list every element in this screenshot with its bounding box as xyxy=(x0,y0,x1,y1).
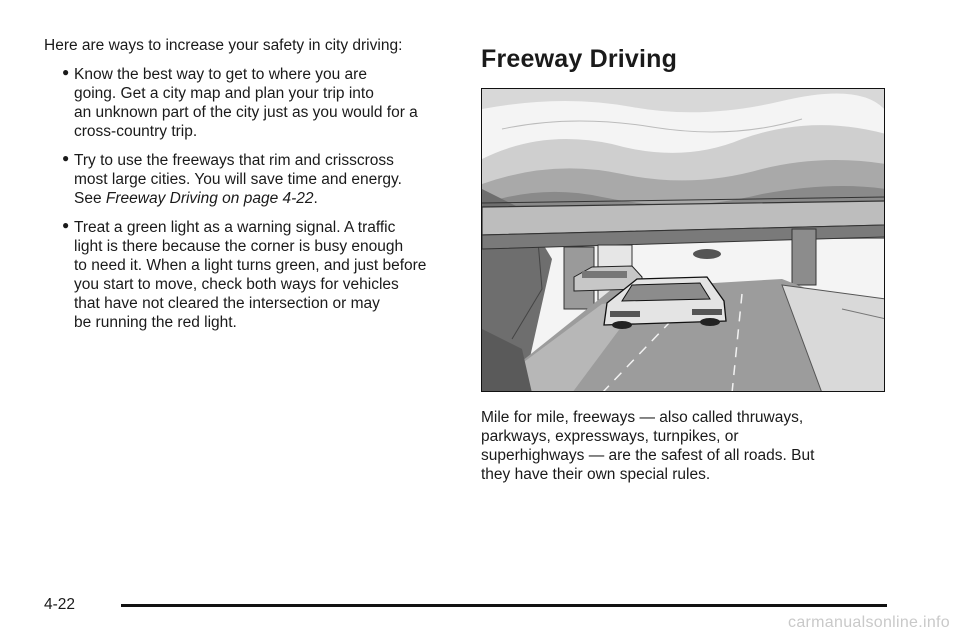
text-line: they have their own special rules. xyxy=(481,466,711,483)
bullet-icon: ● xyxy=(62,151,70,165)
watermark-text: carmanualsonline.info xyxy=(788,614,950,631)
city-driving-column xyxy=(44,36,449,332)
freeway-driving-column xyxy=(481,44,891,484)
text-line: an unknown part of the city just as you would for a xyxy=(74,104,418,121)
text-line: cross-country trip. xyxy=(74,123,198,140)
text-line: going. Get a city map and plan your trip into xyxy=(74,85,374,102)
reference-suffix: . xyxy=(313,190,318,207)
bullet-icon: ● xyxy=(62,65,70,79)
text-line: parkways, expressways, turnpikes, or xyxy=(481,428,739,445)
text-line: you start to move, check both ways for vehicles xyxy=(74,276,399,293)
freeway-illustration xyxy=(481,88,885,392)
safety-tips-list xyxy=(44,65,449,332)
text-line: most large cities. You will save time and energy. xyxy=(74,171,402,188)
text-line: light is there because the corner is busy enough xyxy=(74,238,404,255)
reference-line xyxy=(74,189,449,208)
section-title: Freeway Driving xyxy=(481,45,678,73)
freeway-paragraph xyxy=(481,408,891,484)
list-item xyxy=(44,218,449,332)
page-number: 4-22 xyxy=(44,596,76,613)
list-item xyxy=(44,65,449,141)
see-prefix: See xyxy=(74,190,106,207)
text-line: Mile for mile, freeways — also called thruways, xyxy=(481,409,804,426)
bullet-icon: ● xyxy=(62,218,70,232)
text-line: to need it. When a light turns green, and just before xyxy=(74,257,427,274)
text-line: that have not cleared the intersection or may xyxy=(74,295,380,312)
text-line: Treat a green light as a warning signal. A traffic xyxy=(74,219,396,236)
list-item xyxy=(44,151,449,208)
cross-reference-link[interactable]: Freeway Driving on page 4-22 xyxy=(105,190,314,207)
intro-text: Here are ways to increase your safety in city driving: xyxy=(44,37,403,54)
text-line: be running the red light. xyxy=(74,314,237,331)
text-line: Try to use the freeways that rim and crisscross xyxy=(74,152,394,169)
footer-rule xyxy=(121,604,887,607)
text-line: superhighways — are the safest of all roads. But xyxy=(481,447,815,464)
text-line: Know the best way to get to where you are xyxy=(74,66,367,83)
